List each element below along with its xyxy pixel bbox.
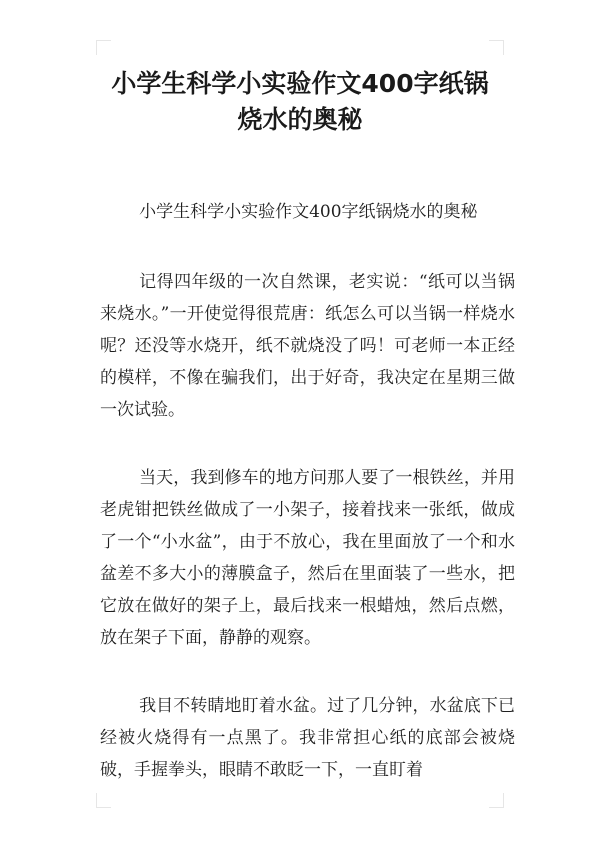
crop-mark-top-right	[489, 40, 504, 55]
document-body	[100, 196, 515, 822]
paragraph: 记得四年级的一次自然课，老实说：“纸可以当锅来烧水。”一开使觉得很荒唐：纸怎么可以当锅一样烧水呢？还没等水烧开，纸不就烧没了吗！可老师一本正经的模样，不像在骗我们，出于好奇，我决定在星期三做一次试验。	[100, 272, 515, 420]
paragraph: 当天，我到修车的地方问那人要了一根铁丝，并用老虎钳把铁丝做成了一小架子，接着找来一张纸，做成了一个“小水盆”，由于不放心，我在里面放了一个和水盆差不多大小的薄膜盒子，然后在里面装了一些水，把它放在做好的架子上，最后找来一根蜡烛，然后点燃，放在架子下面，静静的观察。	[100, 468, 515, 648]
paragraph: 我目不转睛地盯着水盆。过了几分钟，水盆底下已经被火烧得有一点黑了。我非常担心纸的底部会被烧破，手握拳头，眼睛不敢眨一下，一直盯着	[100, 696, 515, 780]
document-title: 小学生科学小实验作文400字纸锅烧水的奥秘	[111, 69, 489, 134]
crop-mark-top-left	[96, 40, 111, 55]
document-subtitle: 小学生科学小实验作文400字纸锅烧水的奥秘	[139, 202, 478, 222]
